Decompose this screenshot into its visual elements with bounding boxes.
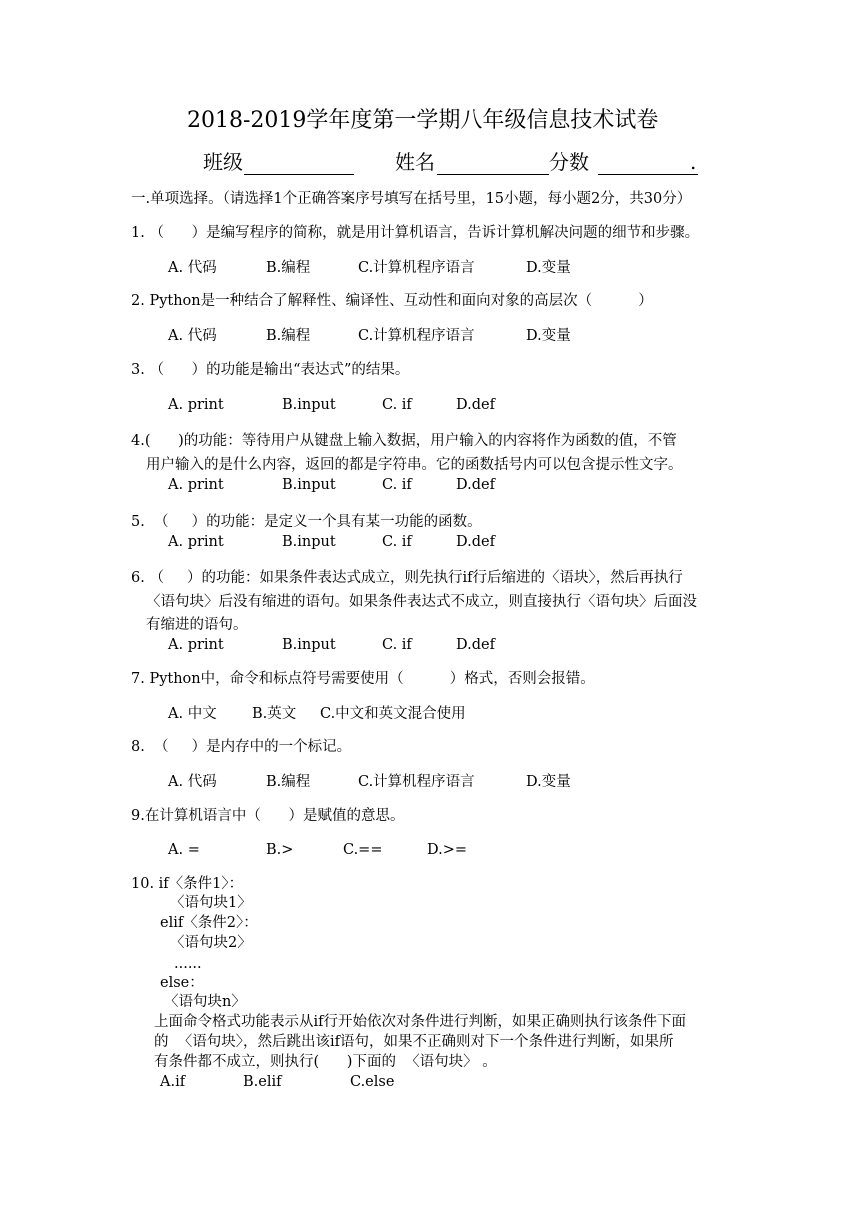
- score-label: 分数: [549, 150, 589, 174]
- q8-option-d: D.变量: [526, 774, 571, 790]
- question-5: 5. （ ）的功能：是定义一个具有某一功能的函数。: [131, 514, 482, 530]
- question-6-line-2: 〈语句块〉后没有缩进的语句。如果条件表达式不成立，则直接执行〈语句块〉后面没: [146, 594, 697, 610]
- q8-option-c: C.计算机程序语言: [358, 774, 475, 790]
- q2-option-b: B.编程: [266, 328, 311, 344]
- q9-option-d: D.>=: [427, 842, 468, 858]
- question-4-line-1: 4.( )的功能：等待用户从键盘上输入数据，用户输入的内容将作为函数的值，不管: [131, 433, 677, 449]
- q4-option-b: B.input: [282, 477, 336, 493]
- class-blank[interactable]: [244, 174, 354, 175]
- q2-option-c: C.计算机程序语言: [358, 328, 475, 344]
- q10-desc-line-3: 有条件都不成立，则执行( )下面的 〈语句块〉 。: [154, 1054, 497, 1070]
- page-title: 2018-2019学年度第一学期八年级信息技术试卷: [187, 108, 659, 133]
- q4-option-d: D.def: [456, 477, 495, 493]
- q6-option-b: B.input: [282, 637, 336, 653]
- q10-code-line-3: elif〈条件2〉：: [160, 915, 258, 931]
- q8-option-a: A. 代码: [168, 774, 217, 790]
- q5-option-c: C. if: [382, 534, 412, 550]
- name-blank[interactable]: [437, 174, 549, 175]
- q6-option-a: A. print: [168, 637, 224, 653]
- question-9: 9.在计算机语言中（ ）是赋值的意思。: [131, 808, 405, 824]
- q1-option-c: C.计算机程序语言: [358, 260, 475, 276]
- q5-option-d: D.def: [456, 534, 495, 550]
- q2-option-d: D.变量: [526, 328, 571, 344]
- q10-option-b: B.elif: [243, 1074, 282, 1090]
- q3-option-b: B.input: [282, 397, 336, 413]
- section-heading: 一.单项选择。（请选择1个正确答案序号填写在括号里，15小题，每小题2分，共30分）: [131, 191, 692, 207]
- question-2: 2. Python是一种结合了解释性、编译性、互动性和面向对象的高层次（ ）: [131, 293, 653, 309]
- q7-option-a: A. 中文: [168, 706, 217, 722]
- q1-option-b: B.编程: [266, 260, 311, 276]
- question-1: 1. （ ）是编写程序的简称，就是用计算机语言，告诉计算机解决问题的细节和步骤。: [131, 225, 700, 241]
- question-4-line-2: 用户输入的是什么内容，返回的都是字符串。它的函数括号内可以包含提示性文字。: [146, 457, 683, 473]
- q10-code-line-2: 〈语句块1〉: [170, 895, 252, 911]
- q9-option-a: A. =: [168, 842, 200, 858]
- q3-option-c: C. if: [382, 397, 412, 413]
- q1-option-a: A. 代码: [168, 260, 217, 276]
- q10-code-line-1: 10. if〈条件1〉：: [131, 876, 244, 892]
- q5-option-b: B.input: [282, 534, 336, 550]
- question-3: 3. （ ）的功能是输出“表达式”的结果。: [131, 362, 410, 378]
- q7-option-c: C.中文和英文混合使用: [320, 706, 466, 722]
- q3-option-d: D.def: [456, 397, 495, 413]
- q2-option-a: A. 代码: [168, 328, 217, 344]
- q4-option-a: A. print: [168, 477, 224, 493]
- q9-option-b: B.>: [266, 842, 294, 858]
- q9-option-c: C.==: [343, 842, 383, 858]
- q5-option-a: A. print: [168, 534, 224, 550]
- question-7: 7. Python中，命令和标点符号需要使用（ ）格式，否则会报错。: [131, 671, 595, 687]
- q10-code-line-7: 〈语句块n〉: [164, 994, 246, 1010]
- q10-code-line-4: 〈语句块2〉: [170, 935, 252, 951]
- q6-option-c: C. if: [382, 637, 412, 653]
- name-label: 姓名: [395, 150, 435, 174]
- q10-code-line-5: ......: [174, 956, 202, 972]
- q10-option-a: A.if: [160, 1074, 186, 1090]
- question-6-line-3: 有缩进的语句。: [146, 617, 248, 633]
- q1-option-d: D.变量: [526, 260, 571, 276]
- q3-option-a: A. print: [168, 397, 224, 413]
- q10-desc-line-1: 上面命令格式功能表示从if行开始依次对条件进行判断，如果正确则执行该条件下面: [154, 1014, 687, 1030]
- q10-option-c: C.else: [350, 1074, 395, 1090]
- q6-option-d: D.def: [456, 637, 495, 653]
- question-6-line-1: 6. （ ）的功能：如果条件表达式成立，则先执行if行后缩进的〈语块〉，然后再执行: [131, 570, 683, 586]
- q8-option-b: B.编程: [266, 774, 311, 790]
- score-tail: .: [690, 150, 697, 174]
- score-blank[interactable]: [598, 174, 698, 175]
- q10-code-line-6: else：: [160, 975, 204, 991]
- q7-option-b: B.英文: [252, 706, 297, 722]
- q4-option-c: C. if: [382, 477, 412, 493]
- question-8: 8. （ ）是内存中的一个标记。: [131, 739, 352, 755]
- class-label: 班级: [203, 150, 243, 174]
- q10-desc-line-2: 的 〈语句块〉，然后跳出该if语句，如果不正确则对下一个条件进行判断，如果所: [154, 1034, 674, 1050]
